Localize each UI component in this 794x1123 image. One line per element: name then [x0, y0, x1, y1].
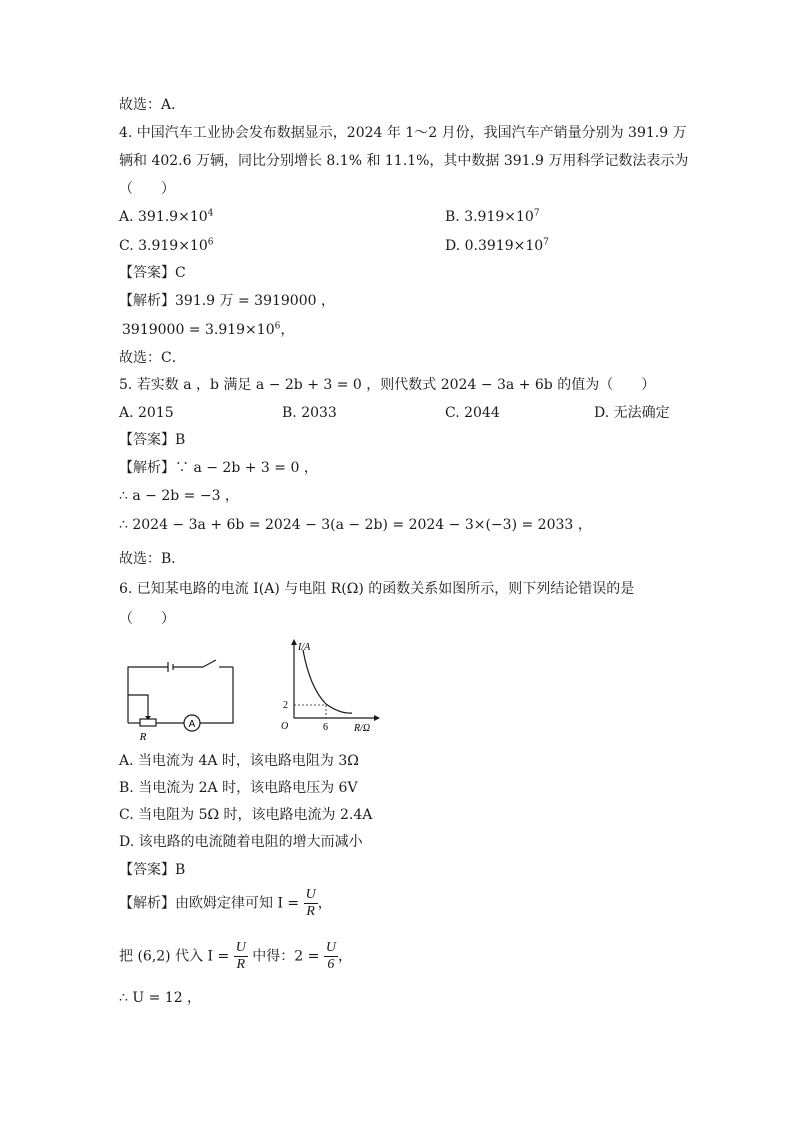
q6-solution-line-1: 【解析】由欧姆定律可知 I = $\frac{U}{R}$ ， — [119, 887, 332, 919]
fraction-u-over-r: $\frac{U}{R}$ — [305, 887, 316, 919]
q4-solution-line-2: $3919000 = 3.919\times 10^6$， — [122, 321, 295, 338]
q4-stem-line-2: 辆和 402.6 万辆，同比分别增长 8.1% 和 11.1%，其中数据 391.9 万用科学记数法表示为 — [119, 153, 689, 169]
inverse-curve — [303, 650, 352, 713]
y-tick-2: 2 — [283, 700, 288, 711]
q6-answer: 【答案】B — [119, 862, 186, 878]
q4-solution-line-1: 【解析】391.9 万 = 3919000 ， — [119, 293, 335, 309]
resistor-label: R — [139, 731, 147, 740]
q4-stem-line-1: 4. 中国汽车工业协会发布数据显示，2024 年 1～2 月份，我国汽车产销量分别为 391.9 万 — [119, 125, 687, 141]
q5-option-a: A. 2015 — [119, 405, 174, 421]
q6-solution-line-3: ∴ U = 12 ， — [119, 990, 202, 1006]
circuit-diagram — [120, 650, 240, 740]
q6-stem-line-1: 6. 已知某电路的电流 I(A) 与电阻 R(Ω) 的函数关系如图所示，则下列结论错误的是 — [119, 581, 635, 597]
x-axis-label: R/Ω — [354, 723, 371, 734]
q5-stem: 5. 若实数 a ，b 满足 a − 2b + 3 = 0 ，则代数式 2024 − 3a + 6b 的值为（ ） — [119, 377, 656, 393]
conclusion-text: 故选：A． — [119, 97, 186, 113]
q4-option-b: B. $3.919\times 10^7$ — [445, 208, 540, 225]
fraction-u-over-6: $\frac{U}{6}$ — [325, 940, 336, 972]
q6-option-a: A. 当电流为 4A 时，该电路电阻为 3Ω — [119, 753, 359, 769]
q5-option-b: B. 2033 — [282, 405, 337, 421]
fraction-u-over-r-2: $\frac{U}{R}$ — [235, 940, 246, 972]
y-axis-label: I/A — [298, 642, 311, 653]
q4-option-a: A. $391.9\times 10^4$ — [119, 208, 214, 225]
q5-answer: 【答案】B — [119, 432, 186, 448]
q4-option-c: C. $3.919\times 10^6$ — [119, 237, 214, 254]
current-resistance-graph — [270, 638, 380, 738]
q6-solution-line-2: 把 (6,2) 代入 I = $\frac{U}{R}$ 中得：2 = $\frac{U}{6}$ ， — [119, 940, 352, 972]
q5-option-c: C. 2044 — [445, 405, 500, 421]
q6-stem-line-2: （ ） — [119, 611, 175, 627]
q5-solution-line-1: 【解析】∵ a − 2b + 3 = 0 ， — [119, 460, 318, 476]
q6-option-b: B. 当电流为 2A 时，该电路电压为 6V — [119, 780, 358, 796]
q5-solution-line-3: ∴ 2024 − 3a + 6b = 2024 − 3(a − 2b) = 2024 − 3×(−3) = 2033 ， — [119, 517, 592, 533]
q5-solution-line-2: ∴ a − 2b = −3 ， — [119, 488, 239, 504]
q5-conclusion: 故选：B． — [119, 551, 186, 567]
q4-answer: 【答案】C — [119, 265, 186, 281]
q6-option-c: C. 当电阻为 5Ω 时，该电路电流为 2.4A — [119, 807, 373, 823]
x-tick-6: 6 — [323, 722, 328, 733]
q5-option-d: D. 无法确定 — [594, 405, 670, 421]
q4-option-d: D. $0.3919\times 10^7$ — [445, 237, 549, 254]
q4-stem-line-3: （ ） — [119, 181, 175, 197]
origin-label: O — [281, 721, 289, 732]
ammeter-label: A — [188, 719, 196, 730]
q6-option-d: D. 该电路的电流随着电阻的增大而减小 — [119, 834, 363, 850]
q4-conclusion: 故选：C． — [119, 350, 186, 366]
